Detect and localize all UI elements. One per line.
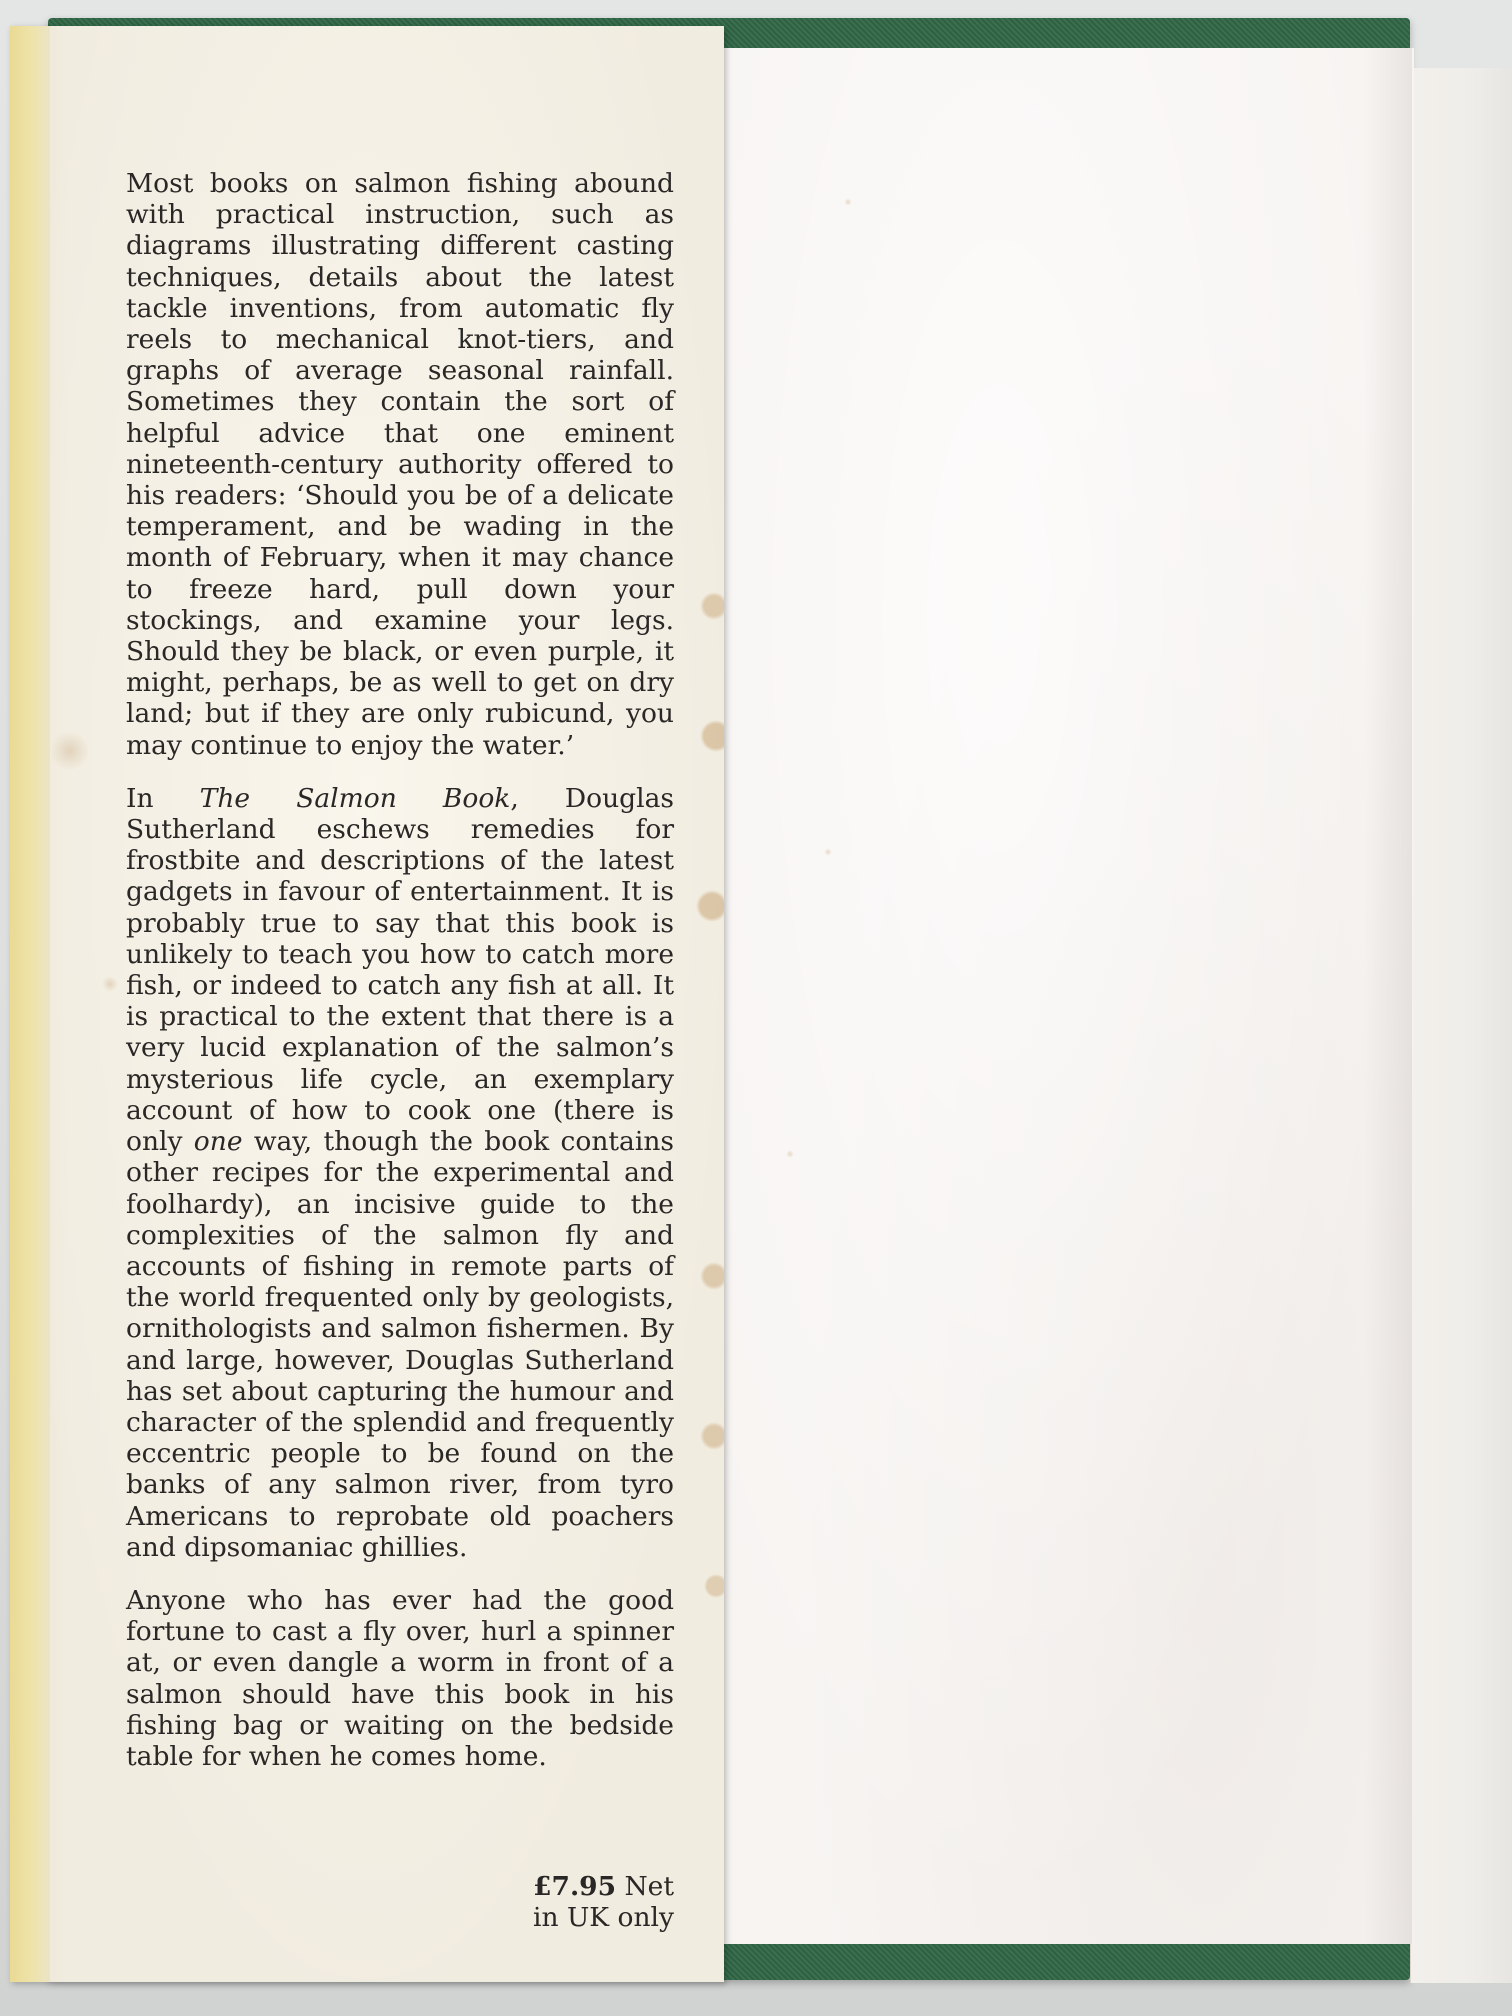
foxing-stains — [694, 26, 724, 1982]
paper-speck — [824, 848, 832, 856]
blurb-paragraph-3 — [126, 1585, 674, 1772]
gutter-shadow — [1364, 48, 1412, 1944]
foxing-spot — [50, 731, 90, 771]
endpaper-page-edge — [1410, 68, 1512, 1983]
blurb-paragraph-2-part2: way, though the book contains other recipes for the experimental and foolhardy), an incisive guide to the complexities of the salmon fly and accounts of fishing in remote parts of the world frequented only by geologists, ornithologists and salmon fishermen. By and large, however, Douglas Sutherland has set about capturing the humour and character of the splendid and frequently eccentric people to be found on the banks of any salmon river, from tyro Americans to reprobate old poachers and dipsomaniac ghillies. — [126, 1126, 674, 1563]
blurb-paragraph-3-text: Anyone who has ever had the good fortune to cast a fly over, hurl a spinner at, or even dangle a worm in front of a salmon should have this book in his fishing bag or waiting on the bedside table for when he comes home. — [126, 1584, 674, 1772]
price-label — [430, 1871, 674, 1933]
price-region: in UK only — [533, 1902, 674, 1933]
blurb-paragraph-1-text: Most books on salmon fishing abound with practical instruction, such as diagrams illustrating different casting techniques, details about the latest tackle inventions, from automatic fly reels to mechanical knot-tiers, and graphs of average seasonal rainfall. Sometimes they contain the sort of helpful advice that one eminent nineteenth-century authority offered to his readers: ‘Should you be of a delicate temperament, and be wading in the month of February, when it may chance to freeze hard, pull down your stockings, and examine your legs. Should they be black, or even purple, it might, perhaps, be as well to get on dry land; but if they are only rubicund, you may continue to enjoy the water.’ — [126, 168, 674, 761]
blurb-paragraph-1 — [126, 168, 674, 761]
foxing-spot — [102, 976, 118, 992]
flap-folded-edge — [10, 26, 50, 1982]
price-suffix: Net — [616, 1871, 674, 1902]
blurb-paragraph-2 — [126, 783, 674, 1563]
blurb-emphasis: one — [193, 1126, 243, 1158]
blank-endpaper — [724, 48, 1414, 1944]
book-title: The Salmon Book — [199, 782, 511, 814]
price-amount: £7.95 — [533, 1871, 617, 1902]
blurb-paragraph-2-intro: In — [126, 782, 200, 814]
blurb-paragraph-2-part1: , Douglas Sutherland eschews remedies for frostbite and descriptions of the latest gadgets in favour of entertainment. It is probably true to say that this book is unlikely to teach you how to catch more fish, or indeed to catch any fish at all. It is practical to the extent that there is a very lucid explanation of the salmon’s mysterious life cycle, an exemplary account of how to cook one (there is only — [126, 782, 674, 1158]
flap-blurb — [126, 168, 674, 1794]
paper-speck — [844, 198, 852, 206]
price-line — [430, 1871, 674, 1902]
dust-jacket-flap — [10, 26, 724, 1982]
paper-speck — [786, 1150, 794, 1158]
